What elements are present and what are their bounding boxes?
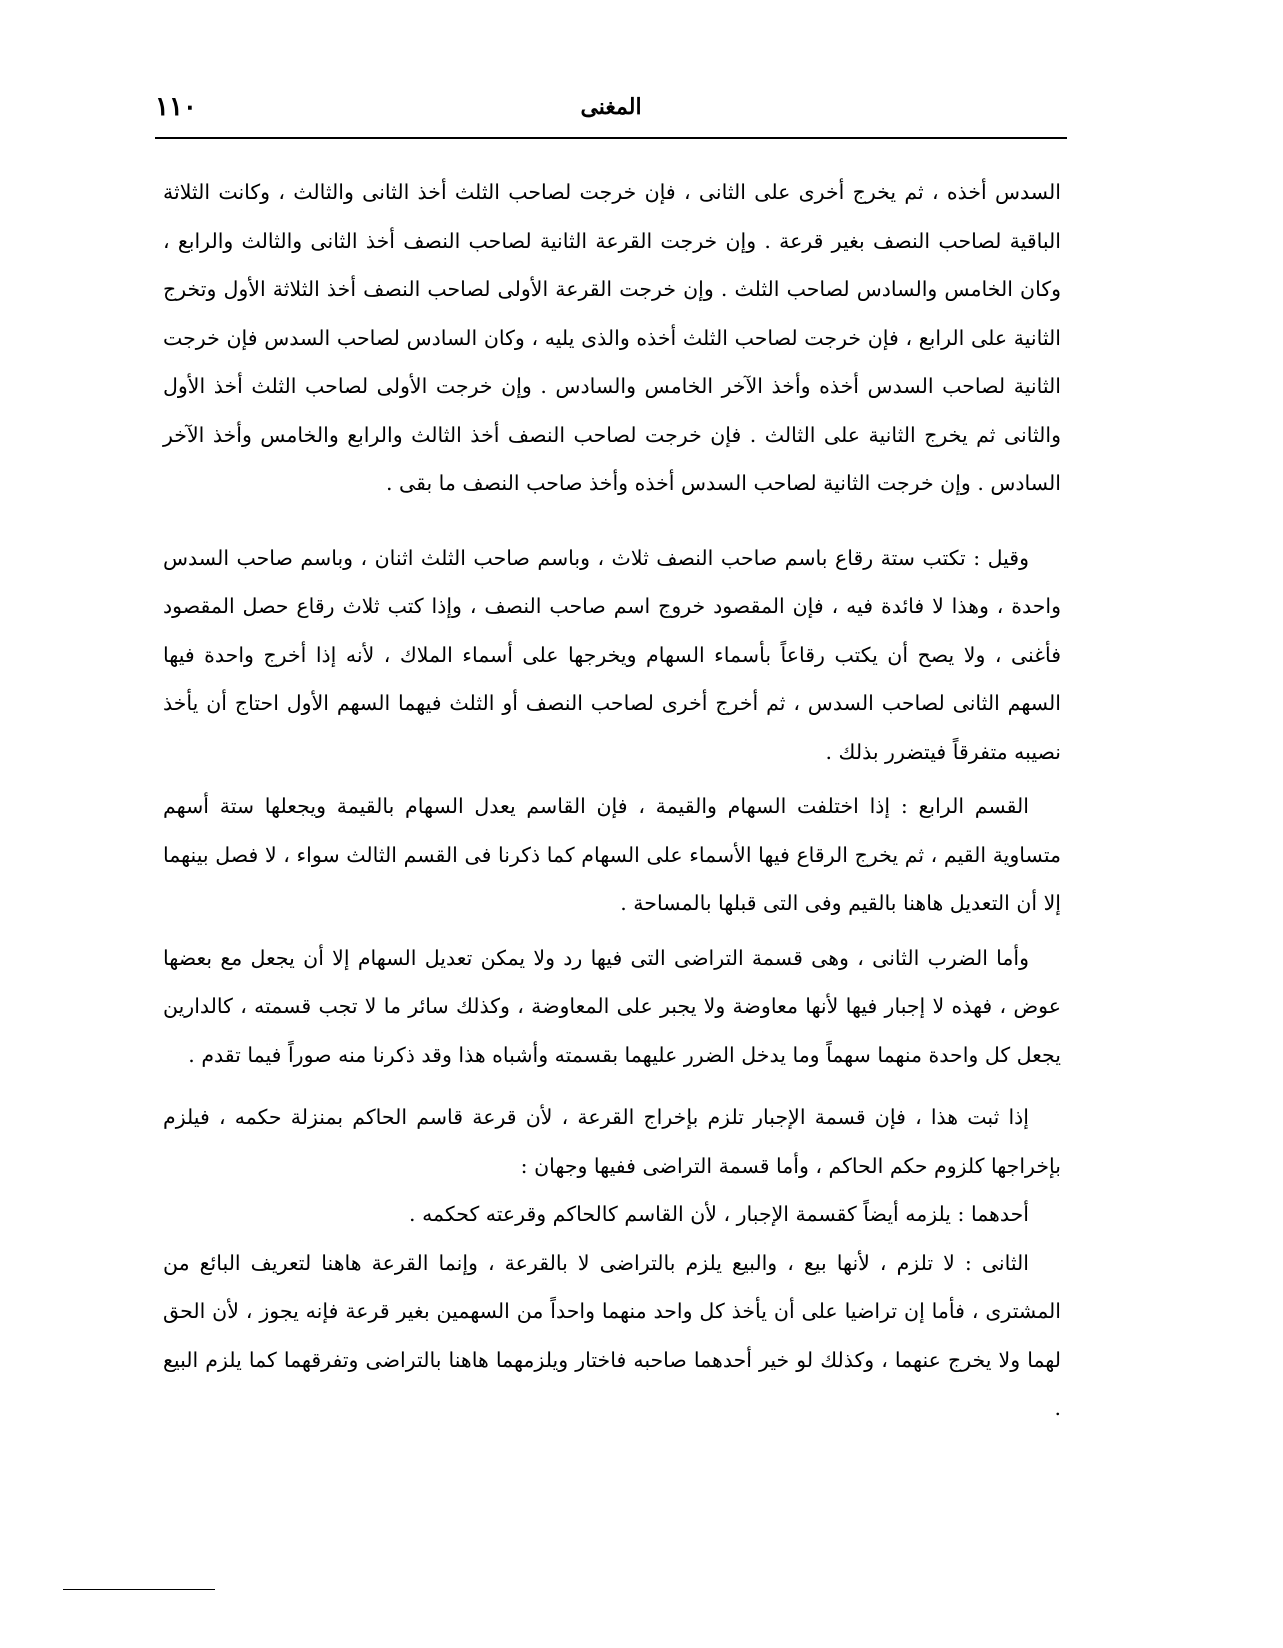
page-number: ١١٠ [155, 92, 197, 122]
paragraph-first-view: أحدهما : يلزمه أيضاً كقسمة الإجبار ، لأن القاسم كالحاكم وقرعته كحكمه . [409, 1202, 1029, 1226]
header-divider [155, 137, 1067, 139]
paragraph-second-type: وأما الضرب الثانى ، وهى قسمة التراضى التى فيها رد ولا يمكن تعديل السهام إلا أن يجعل مع بعضها عوض ، فهذه لا إجبار فيها لأنها معاوضة ولا يجبر على المعاوضة ، وكذلك سائر ما لا تجب قسمته ، كالدارين يجعل كل واحدة منهما سهماً وما يدخل الضرر عليهما بقسمته وأشباه هذا وقد ذكرنا منه صوراً فيما تقدم . [163, 945, 1061, 1067]
paragraph-if-established: إذا ثبت هذا ، فإن قسمة الإجبار تلزم بإخراج القرعة ، لأن قرعة قاسم الحاكم بمنزلة حكمه ، فيلزم بإخراجها كلزوم حكم الحاكم ، وأما قسمة التراضى ففيها وجهان : [163, 1105, 1061, 1178]
paragraph-continuation: السدس أخذه ، ثم يخرج أخرى على الثانى ، فإن خرجت لصاحب الثلث أخذ الثانى والثالث ، وكانت الثلاثة الباقية لصاحب النصف بغير قرعة . وإن خرجت القرعة الثانية لصاحب النصف أخذ الثانى والثالث والرابع ، وكان الخامس والسادس لصاحب الثلث . وإن خرجت القرعة الأولى لصاحب النصف أخذ الثلاثة الأول وتخرج الثانية على الرابع ، فإن خرجت لصاحب الثلث أخذه والذى يليه ، وكان السادس لصاحب السدس فإن خرجت الثانية لصاحب السدس أخذه وأخذ الآخر الخامس والسادس . وإن خرجت الأولى لصاحب الثلث أخذ الأول والثانى ثم يخرج الثانية على الثالث . فإن خرجت لصاحب النصف أخذ الثالث والرابع والخامس وأخذ الآخر السادس . وإن خرجت الثانية لصاحب السدس أخذه وأخذ صاحب النصف ما بقى . [163, 180, 1061, 495]
book-title: المغنى [580, 94, 642, 120]
paragraph-second-view: الثانى : لا تلزم ، لأنها بيع ، والبيع يلزم بالتراضى لا بالقرعة ، وإنما القرعة هاهنا لتعريف البائع من المشترى ، فأما إن تراضيا على أن يأخذ كل واحد منهما واحداً من السهمين بغير قرعة فإنه يجوز ، لأن الحق لهما ولا يخرج عنهما ، وكذلك لو خير أحدهما صاحبه فاختار ويلزمهما هاهنا بالتراضى وتفرقهما كما يلزم البيع . [163, 1250, 1061, 1420]
paragraph-fourth-section: القسم الرابع : إذا اختلفت السهام والقيمة ، فإن القاسم يعدل السهام بالقيمة ويجعلها ستة أسهم متساوية القيم ، ثم يخرج الرقاع فيها الأسماء على السهام كما ذكرنا فى القسم الثالث سواء ، لا فصل بينهما إلا أن التعديل هاهنا بالقيم وفى التى قبلها بالمساحة . [163, 794, 1061, 915]
page-header [155, 88, 1067, 128]
paragraph-qila: وقيل : تكتب ستة رقاع باسم صاحب النصف ثلاث ، وباسم صاحب الثلث اثنان ، وباسم صاحب السدس واحدة ، وهذا لا فائدة فيه ، فإن المقصود خروج اسم صاحب النصف ، وإذا كتب ثلاث رقاع حصل المقصود فأغنى ، ولا يصح أن يكتب رقاعاً بأسماء السهام ويخرجها على أسماء الملاك ، لأنه إذا أخرج واحدة فيها السهم الثانى لصاحب السدس ، ثم أخرج أخرى لصاحب النصف أو الثلث فيهما السهم الأول احتاج أن يأخذ نصيبه متفرقاً فيتضرر بذلك . [163, 545, 1061, 764]
footnote-divider [63, 1589, 215, 1590]
page-body [163, 168, 1061, 1433]
